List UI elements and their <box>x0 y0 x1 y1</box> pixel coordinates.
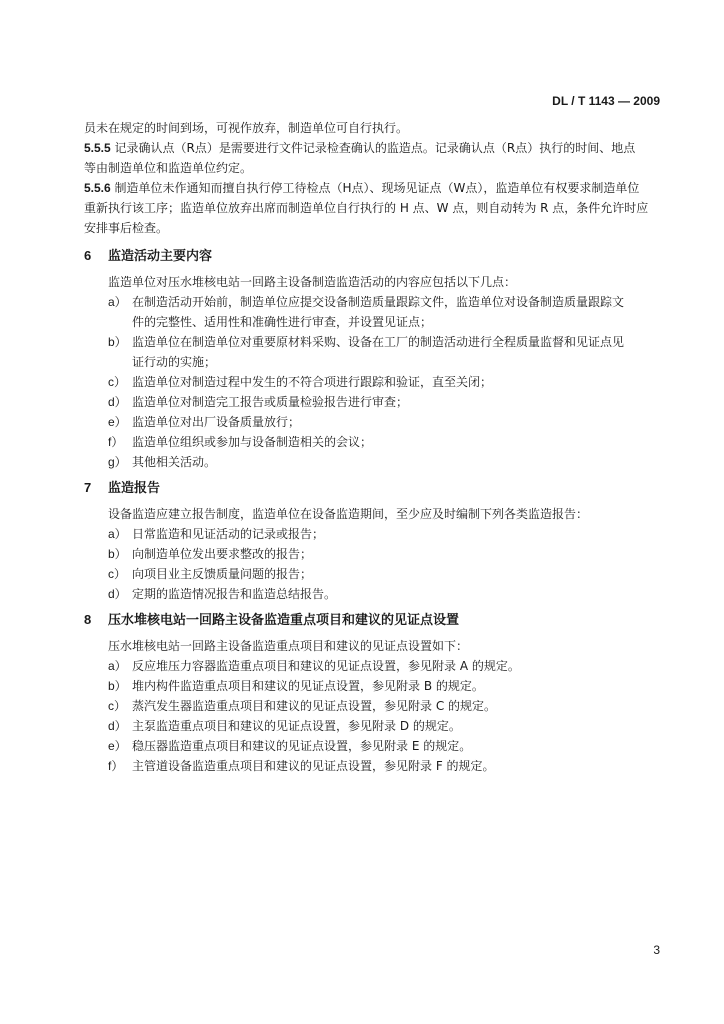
list-item <box>108 756 495 776</box>
item-text: 向项目业主反馈质量问题的报告； <box>132 567 313 581</box>
item-text: 监造单位对出厂设备质量放行； <box>132 415 301 429</box>
section-6-heading <box>84 246 212 267</box>
list-item <box>108 656 520 676</box>
list-item <box>108 392 408 412</box>
section-7-intro: 设备监造应建立报告制度，监造单位在设备监造期间，至少应及时编制下列各类监造报告： <box>108 507 589 521</box>
section-title: 压水堆核电站一回路主设备监造重点项目和建议的见证点设置 <box>108 613 460 628</box>
section-number: 8 <box>84 612 92 627</box>
item-text: 主管道设备监造重点项目和建议的见证点设置，参见附录 F 的规定。 <box>132 759 495 773</box>
list-item <box>108 696 496 716</box>
page-number: 3 <box>653 943 660 957</box>
list-item <box>108 564 312 584</box>
clause-text: 记录确认点（R点）是需要进行文件记录检查确认的监造点。记录确认点（R点）执行的时间、地点 <box>114 141 636 155</box>
paragraph-continuation: 员未在规定的时间到场，可视作放弃，制造单位可自行执行。 <box>84 121 409 135</box>
list-item <box>108 452 216 472</box>
list-item <box>108 372 492 392</box>
item-text: 监造单位对制造过程中发生的不符合项进行跟踪和验证，直至关闭； <box>132 375 493 389</box>
item-label: d） <box>108 395 127 409</box>
list-item <box>108 332 624 352</box>
item-label: d） <box>108 719 127 733</box>
list-item <box>108 716 461 736</box>
item-text: 稳压器监造重点项目和建议的见证点设置，参见附录 E 的规定。 <box>132 739 472 753</box>
item-label: e） <box>108 739 127 753</box>
item-label: f） <box>108 759 124 773</box>
section-8-heading <box>84 610 459 631</box>
clause-5-5-6-line-2: 重新执行该工序；监造单位放弃出席而制造单位自行执行的 H 点、W 点，则自动转为 R 点，条件允许时应 <box>84 201 649 215</box>
item-text: 堆内构件监造重点项目和建议的见证点设置，参见附录 B 的规定。 <box>132 679 484 693</box>
list-item <box>108 412 300 432</box>
list-item <box>108 584 336 604</box>
section-6-intro: 监造单位对压水堆核电站一回路主设备制造监造活动的内容应包括以下几点： <box>108 275 517 289</box>
item-text: 监造单位对制造完工报告或质量检验报告进行审查； <box>132 395 409 409</box>
clause-5-5-6-line-1 <box>84 178 660 198</box>
item-label: c） <box>108 699 127 713</box>
list-item <box>108 736 471 756</box>
section-8-intro: 压水堆核电站一回路主设备监造重点项目和建议的见证点设置如下： <box>108 639 469 653</box>
item-label: b） <box>108 335 127 349</box>
section-title: 监造报告 <box>108 481 161 496</box>
item-text: 反应堆压力容器监造重点项目和建议的见证点设置，参见附录 A 的规定。 <box>132 659 520 673</box>
list-item <box>108 524 324 544</box>
item-label: a） <box>108 295 127 309</box>
clause-5-5-6-line-3: 安排事后检查。 <box>84 221 169 235</box>
section-number: 6 <box>84 248 92 263</box>
item-label: c） <box>108 375 127 389</box>
item-label: b） <box>108 679 127 693</box>
item-label: c） <box>108 567 127 581</box>
item-text: 监造单位组织或参加与设备制造相关的会议； <box>132 435 373 449</box>
item-label: a） <box>108 527 127 541</box>
standard-code: DL / T 1143 — 2009 <box>552 94 660 108</box>
item-label: d） <box>108 587 127 601</box>
clause-number: 5.5.5 <box>84 141 111 155</box>
clause-5-5-5-line-2: 等由制造单位和监造单位约定。 <box>84 161 253 175</box>
item-label: f） <box>108 435 124 449</box>
item-text: 其他相关活动。 <box>132 455 217 469</box>
clause-5-5-5-line-1 <box>84 138 660 158</box>
list-item <box>108 292 624 312</box>
list-item <box>108 432 372 452</box>
item-label: g） <box>108 455 127 469</box>
item-text: 蒸汽发生器监造重点项目和建议的见证点设置，参见附录 C 的规定。 <box>132 699 497 713</box>
list-item-continuation: 证行动的实施； <box>132 355 217 369</box>
list-item-continuation: 件的完整性、适用性和准确性进行审查，并设置见证点； <box>132 315 433 329</box>
section-title: 监造活动主要内容 <box>108 249 213 264</box>
item-text: 日常监造和见证活动的记录或报告； <box>132 527 325 541</box>
list-item <box>108 544 312 564</box>
item-label: a） <box>108 659 127 673</box>
item-text: 主泵监造重点项目和建议的见证点设置，参见附录 D 的规定。 <box>132 719 461 733</box>
item-text: 在制造活动开始前，制造单位应提交设备制造质量跟踪文件，监造单位对设备制造质量跟踪文 <box>132 295 625 309</box>
item-text: 定期的监造情况报告和监造总结报告。 <box>132 587 337 601</box>
section-number: 7 <box>84 480 92 495</box>
item-label: e） <box>108 415 127 429</box>
clause-number: 5.5.6 <box>84 181 111 195</box>
item-label: b） <box>108 547 127 561</box>
list-item <box>108 676 484 696</box>
item-text: 监造单位在制造单位对重要原材料采购、设备在工厂的制造活动进行全程质量监督和见证点见 <box>132 335 625 349</box>
clause-text: 制造单位未作通知而擅自执行停工待检点（H点）、现场见证点（W点），监造单位有权要求制造单位 <box>114 181 640 195</box>
section-7-heading <box>84 478 160 499</box>
item-text: 向制造单位发出要求整改的报告； <box>132 547 313 561</box>
